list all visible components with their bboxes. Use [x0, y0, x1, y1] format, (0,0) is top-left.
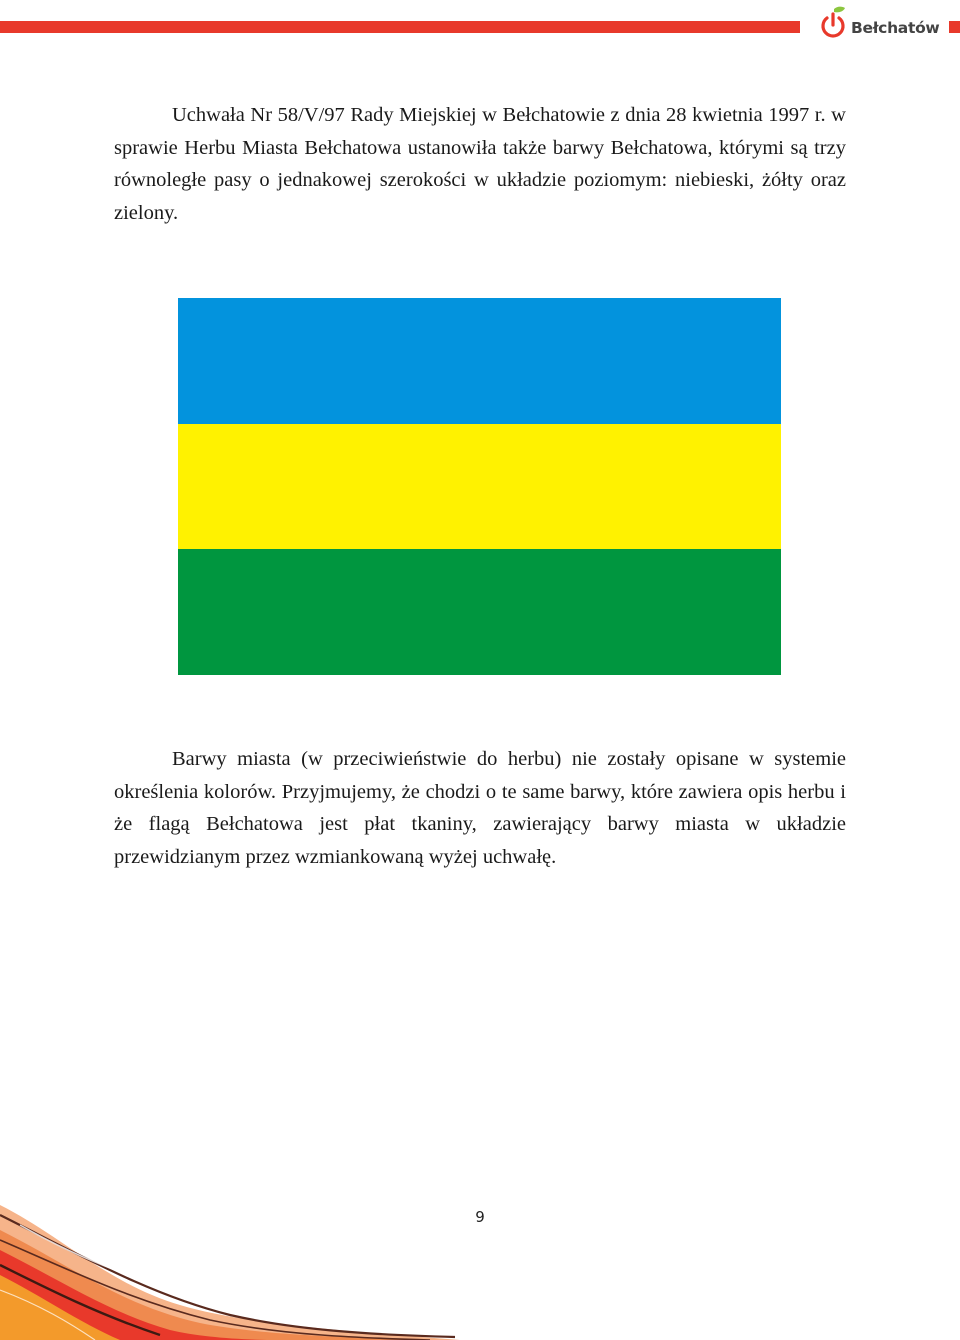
paragraph-colors: Barwy miasta (w przeciwieństwie do herbu) nie zostały opisane w systemie określenia kolorów. Przyjmujemy, że chodzi o te same barwy, które zawiera opis herbu i że flagą Bełchatowa jest płat tkaniny, zawierający barwy miasta w układzie przewidzianym przez wzmiankowaną wyżej uchwałę.	[114, 748, 846, 868]
paragraph-resolution: Uchwała Nr 58/V/97 Rady Miejskiej w Bełchatowie z dnia 28 kwietnia 1997 r. w sprawie Herbu Miasta Bełchatowa ustanowiła także barwy Bełchatowa, którymi są trzy równoległe pasy o jednakowej szerokości w układzie poziomym: niebieski, żółty oraz zielony.	[114, 104, 846, 224]
belchatow-logo	[818, 4, 948, 44]
logo-text: Bełchatów	[851, 19, 940, 37]
power-apple-icon	[818, 5, 848, 43]
belchatow-flag	[178, 298, 781, 675]
header-accent-square	[949, 21, 960, 33]
flag-stripe-green	[178, 549, 781, 675]
flag-stripe-yellow	[178, 424, 781, 550]
flag-stripe-blue	[178, 298, 781, 424]
page-number: 9	[475, 1208, 485, 1226]
header-accent-bar	[0, 21, 800, 33]
